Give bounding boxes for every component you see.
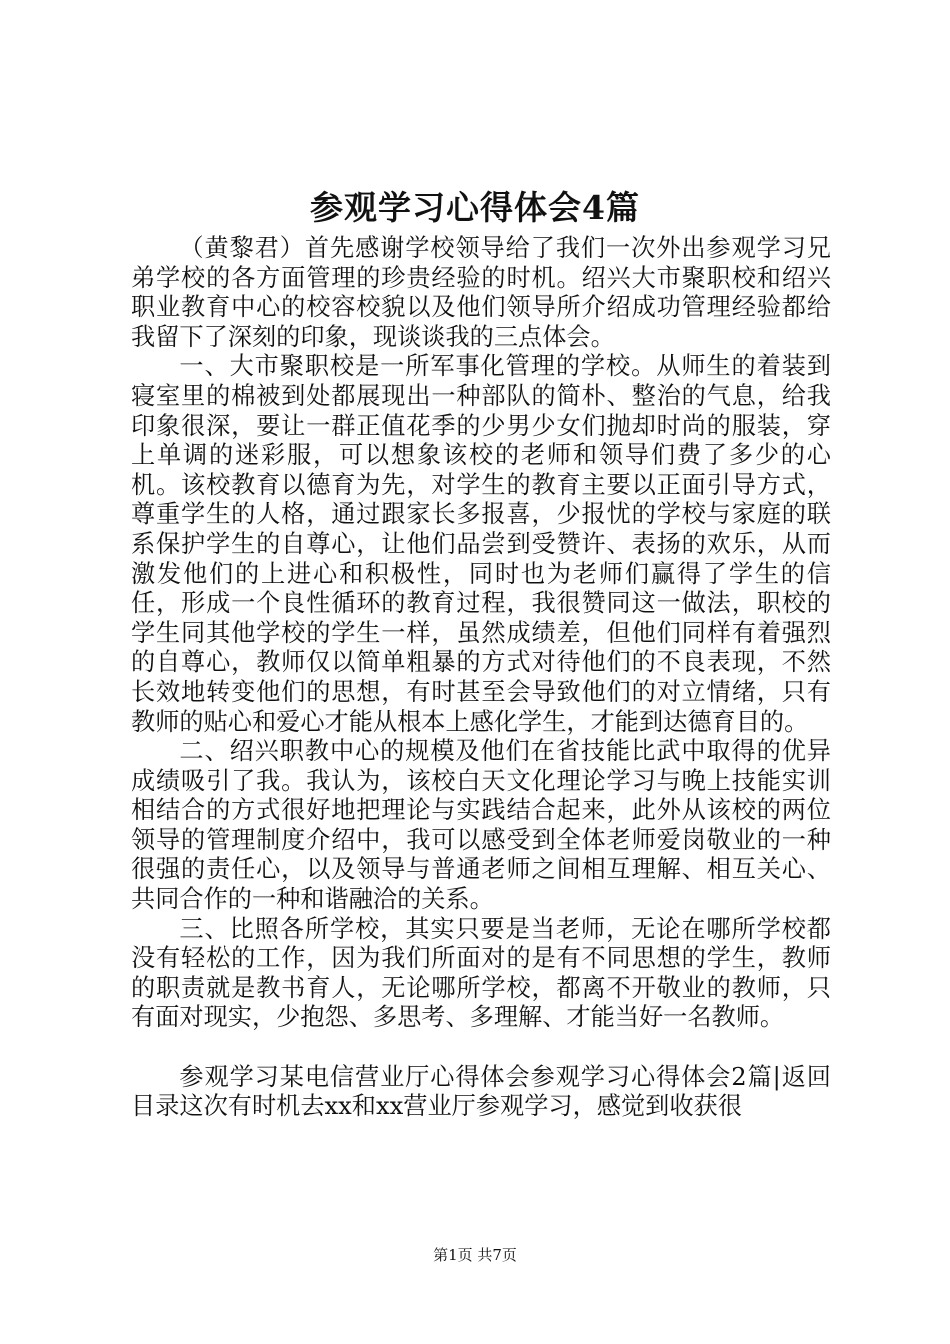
paragraph-point-two: 二、绍兴职教中心的规模及他们在省技能比武中取得的优异成绩吸引了我。我认为，该校白天文化理论学习与晚上技能实训相结合的方式很好地把理论与实践结合起来，此外从该校的两位领导的管理制度介绍中，我可以感受到全体老师爱岗敬业的一种很强的责任心，以及领导与普通老师之间相互理解、相互关心、共同合作的一种和谐融洽的关系。 <box>131 737 831 914</box>
paragraph-intro: （黄黎君）首先感谢学校领导给了我们一次外出参观学习兄弟学校的各方面管理的珍贵经验的时机。绍兴大市聚职校和绍兴职业教育中心的校容校貌以及他们领导所介绍成功管理经验都给我留下了深刻的印象，现谈谈我的三点体会。 <box>131 234 831 351</box>
paragraph-next-article: 参观学习某电信营业厅心得体会参观学习心得体会2篇|返回目录这次有时机去xx和xx营业厅参观学习，感觉到收获很 <box>131 1062 831 1121</box>
paragraph-point-three: 三、比照各所学校，其实只要是当老师，无论在哪所学校都没有轻松的工作，因为我们所面对的是有不同思想的学生，教师的职责就是教书育人，无论哪所学校，都离不开敬业的教师，只有面对现实，少抱怨、多思考、多理解、才能当好一名教师。 <box>131 914 831 1032</box>
page-number-footer: 第1页 共7页 <box>433 1246 517 1264</box>
document-title: 参观学习心得体会4篇 <box>310 188 640 227</box>
document-body <box>131 234 831 1122</box>
paragraph-point-one: 一、大市聚职校是一所军事化管理的学校。从师生的着装到寝室里的棉被到处都展现出一种部队的简朴、整治的气息，给我印象很深，要让一群正值花季的少男少女们抛却时尚的服装，穿上单调的迷彩服，可以想象该校的老师和领导们费了多少的心机。该校教育以德育为先，对学生的教育主要以正面引导方式，尊重学生的人格，通过跟家长多报喜，少报忧的学校与家庭的联系保护学生的自尊心，让他们品尝到受赞许、表扬的欢乐，从而激发他们的上进心和积极性，同时也为老师们赢得了学生的信任，形成一个良性循环的教育过程，我很赞同这一做法，职校的学生同其他学校的学生一样，虽然成绩差，但他们同样有着强烈的自尊心，教师仅以简单粗暴的方式对待他们的不良表现，不然长效地转变他们的思想，有时甚至会导致他们的对立情绪，只有教师的贴心和爱心才能从根本上感化学生，才能到达德育目的。 <box>131 352 831 736</box>
